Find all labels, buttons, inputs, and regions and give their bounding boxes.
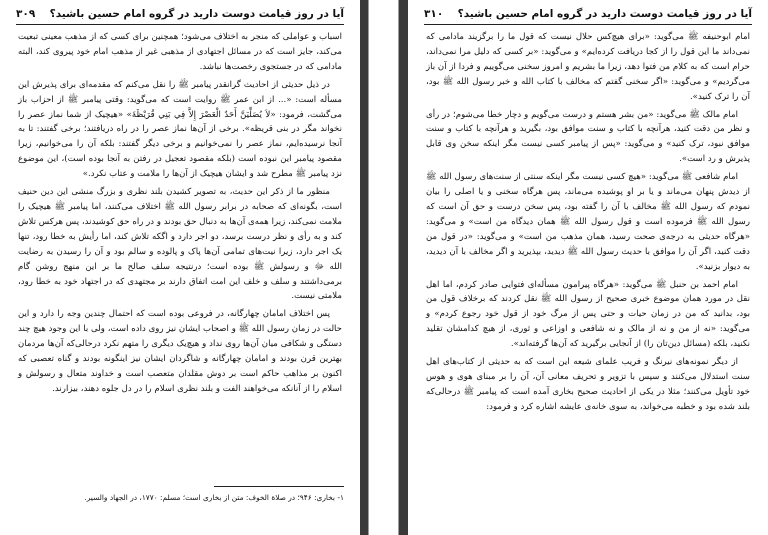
left-paragraph-2: در ذیل حدیثی از احادیث گرانقدر پیامبر ﷺ را نقل می‌کنم که مقدمه‌ای برای پذیرش این مسأله است: «... از ابن عمر ﷺ روایت است که می‌گوید: وقتی پیامبر ﷺ از احزاب باز می‌گشت، فرمود: «لاَ يُصَلِّيَنَّ أَحَدٌ الْعَصْرَ إِلاَّ فِي بَنِي قُرَيْظَةَ» «هیچیک از شما نماز عصر را نخواند مگر در بنی قریظه». برخی از آن‌ها نماز عصر را در راه دریافتند؛ برخی گفتند: تا به آنجا نرسیده‌ایم، نماز عصر را نمی‌خوانیم و برخی دیگر گفتند: بلکه آن را می‌خوانیم، زیرا مقصود پیامبر این نبوده است (بلکه مقصود تعجیل در رفتن به آنجا بوده است)، این موضوع نزد پیامبر ﷺ مطرح شد و ایشان هیچیک از آن‌ها را ملامت و عتاب نکرد.» [18,79,342,180]
left-page-number: ۳۰۹ [16,8,36,20]
right-header-rule [424,24,752,25]
left-paragraph-1: اسباب و عواملی که منجر به اختلاف می‌شود؛ همچنین برای کسی که از مذهب معینی تبعیت می‌کند، جایز است که در مسائل اجتهادی از مذهبی غیر از مذهب امام خود پیروی کند، البته مادامی که در جستجوی رخصت‌ها نباشد. [18,32,342,72]
footnote-rule [214,486,344,487]
right-running-title: آیا در روز قیامت دوست دارید در گروه امام حسین باشید؟ [457,8,752,20]
left-paragraph-3: منظور ما از ذکر این حدیث، به تصویر کشیدن بلند نظری و بزرگ منشی این دین حنیف است، بگونه‌ای که صحابه در برابر رسول الله ﷺ اختلاف می‌کنند، اما پیامبر ﷺ هیچیک را ملامت نمی‌کند، زیرا همه‌ی آن‌ها به دنبال حق بودند و در راه حق کوشیدند، پس هرکس تلاش کند و به رأی و نظر درست برسد، دو اجر دارد و اگکه تلاش کند، اما رأیش به خطا رود، تنها یک اجر دارد، زیرا نیت‌های تمامی آن‌ها پاک و پالوده و سالم بود و آن را رسیدن به رضایت الله ﷻ و رسولش ﷺ بوده است؛ درنتیجه سلف صالح ما بر این منهج روشن گام برمی‌داشتند و سلف و خلف این امت اتفاق دارند بر مجتهدی که در اجتهاد خود به خطا رود، ملامتی نیست. [18,187,342,302]
right-paragraph-1: امام ابوحنیفه ﷺ می‌گوید: «برای هیچ‌کس حلال نیست که قول ما را برگزیند مادامی که نمی‌داند ما این قول را از کجا دریافت کرده‌ایم» و می‌گوید: «بر کسی که دلیل مرا نمی‌داند، حرام است که به کلام من فتوا دهد، زیرا ما بشریم و امروز سخنی می‌گوییم و فردا از آن باز می‌گردیم» و می‌گوید: «اگر سخنی گفتم که مخالف با کتاب الله و خبر رسول الله ﷺ بود، آن را ترک کنید». [426,32,750,102]
book-spine-gutter [360,0,408,535]
right-page-number: ۳۱۰ [424,8,444,20]
left-footnote: ۱- بخاری: ۹۴۶؛ در صلاة الخوف: متن از بخاری است؛ مسلم: ۱۷۷۰، در الجهاد والسیر. [84,493,344,502]
right-page-body [426,30,750,418]
right-paragraph-3: امام شافعی ﷺ می‌گوید: «هیچ کسی نیست مگر اینکه سنتی از سنت‌های رسول الله ﷺ از دیدش پنهان می‌ماند و یا بر او پوشیده می‌ماند، پس هرگاه سخنی و یا اصلی را بیان نمودم که رسول الله ﷺ مخالف با آن را گفته بود، پس سخن درست و حق آن است که رسول الله ﷺ فرموده است و قول رسول الله ﷺ همان دیدگاه من است» و می‌گوید: «هرگاه حدیثی به درجه‌ی صحت رسید، همان مذهب من است» و می‌گوید: «در قول من دقت کنید، اگر آن را موافق با حدیث رسول الله ﷺ دیدید، بپذیرید و اگر مخالف با آن دیدید، به دیوار بزنید». [426,172,750,272]
right-page-header [424,6,752,22]
right-paragraph-4: امام احمد بن حنبل ﷺ می‌گوید: «هرگاه پیرامون مسأله‌ای فتوایی صادر کردم، اما اهل نقل در مورد همان موضوع خبری صحیح از رسول الله ﷺ نقل کردند که برخلاف قول من بود، بدانید که من در زمان حیات و حتی پس از مرگ خود از قول خود رجوع کردم» و می‌گوید: «نه از من و نه از مالک و نه شافعی و اوزاعی و ثوری، از هیچ کدامشان تقلید نکنید، بلکه (مسائل دین‌تان را) از آنجایی برگیرید که آن‌ها گرفته‌اند». [426,279,750,350]
left-paragraph-4: پس اختلاف امامان چهارگانه، در فروعی بوده است که احتمال چندین وجه را دارد و این حالت در زمان رسول الله ﷺ و اصحاب ایشان نیز روی داده است، ولی با این وجود هیچ چند دستگی و شکافی میان آن‌ها روی نداد و هیچ‌یک دیگری را متهم نکرد درحالی‌که آن‌ها مردمان بهترین قرن بودند و امامان چهارگانه و شاگردان ایشان نیز اینگونه بودند و گناه تعصبی که اکنون بر مذاهب حاکم است بر دوش مقلدان متعصب است و خداوند متعال و رسولش و اسلام را از آنانکه می‌خواهند الفت و بلند نظری اسلام را در دل جلوه دهند، بیزارند. [18,309,342,394]
left-page-body [18,30,342,400]
left-running-title: آیا در روز قیامت دوست دارید در گروه امام حسین باشید؟ [49,8,344,20]
right-page [408,0,768,535]
left-page [0,0,360,535]
left-header-rule [16,24,344,25]
right-paragraph-5: از دیگر نمونه‌های نیرنگ و فریب علمای شیعه این است که به حدیثی از کتاب‌های اهل سنت استدلال می‌کنند و سپس با تزویر و تحریف معانی آن، آن را بر مبنای هوی و هوس خود تأویل می‌کنند؛ مثلا در یکی از احادیث صحیح بخاری آمده است که پیامبر ﷺ درحالی‌که بلند شده بود و خطبه می‌خواند، به سوی خانه‌ی عایشه اشاره کرد و فرمود: [426,357,750,412]
left-page-header [16,6,344,22]
right-paragraph-2: امام مالک ﷺ می‌گوید: «من بشر هستم و درست می‌گویم و دچار خطا می‌شوم؛ در رأی و نظر من دقت کنید، هرآنچه با کتاب و سنت موافق بود، بگیرید و هرآنچه با کتاب و سنت موافق نبود، ترک کنید» و می‌گوید: «پس از پیامبر کسی نیست مگر اینکه سخن وی قابل پذیرش و رد است». [426,109,750,165]
